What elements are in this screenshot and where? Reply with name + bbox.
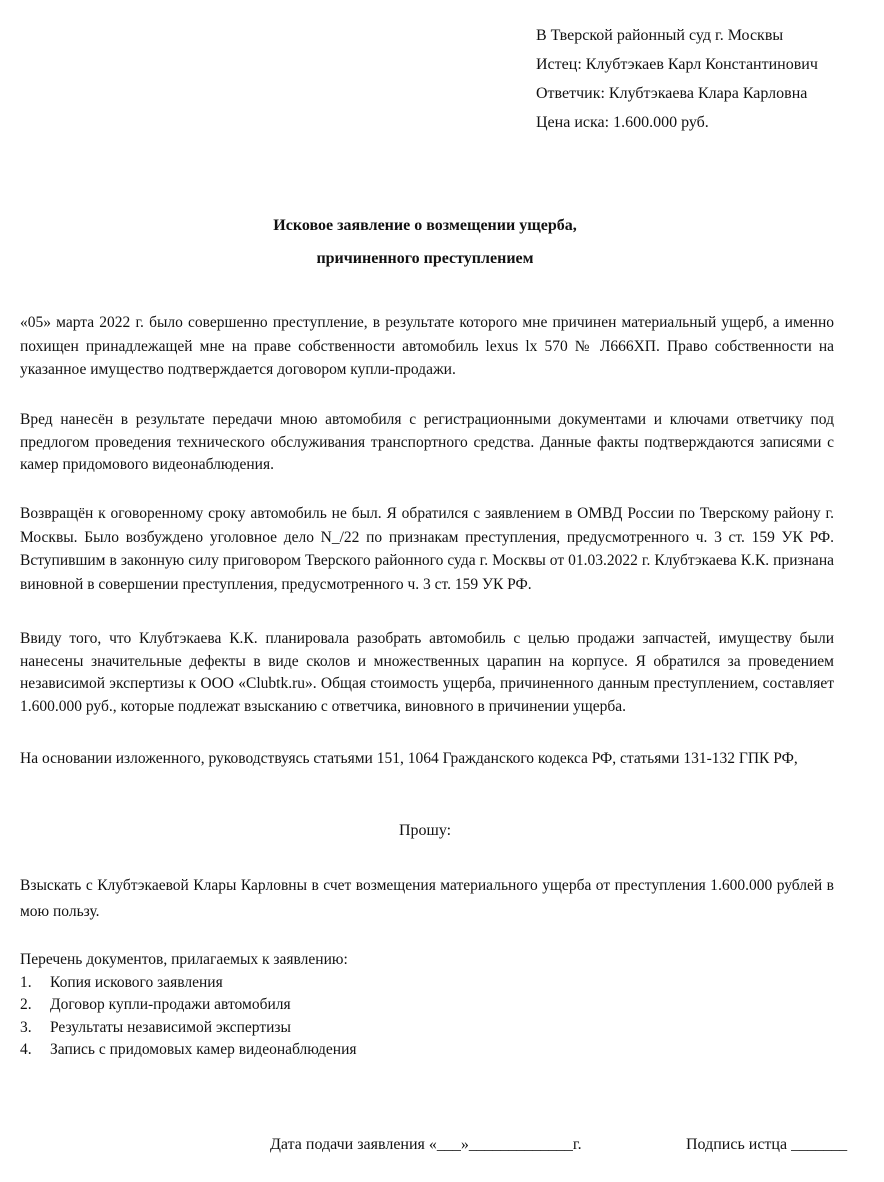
document-title-line-2: причиненного преступлением (316, 250, 534, 267)
list-item (20, 1017, 357, 1040)
defendant-line: Ответчик: Клубтэкаева Клара Карловна (536, 85, 808, 102)
list-item-number: 1. (20, 973, 32, 991)
list-item (20, 1039, 357, 1062)
claim-value-line: Цена иска: 1.600.000 руб. (536, 114, 709, 131)
paragraph-damage-assessment: Ввиду того, что Клубтэкаева К.К. планировала разобрать автомобиль с целью продажи запчастей, имуществу были нанесены значительные дефекты в виде сколов и множественных царапин на корпусе. Я обратился за проведением независимой экспертизы к ООО «Clubtk.ru». Общая стоимость ущерба, причиненного данным преступлением, составляет 1.600.000 руб., которые подлежат взысканию с ответчика, виновного в причинении ущерба. (20, 630, 834, 715)
plaintiff-line: Истец: Клубтэкаев Карл Константинович (536, 56, 818, 73)
list-item-number: 3. (20, 1018, 32, 1036)
request-text: Взыскать с Клубтэкаевой Клары Карловны в счет возмещения материального ущерба от преступления 1.600.000 рублей в мою пользу. (20, 877, 834, 920)
paragraph-legal-basis: На основании изложенного, руководствуясь статьями 151, 1064 Гражданского кодекса РФ, статьями 131-132 ГПК РФ, (20, 750, 798, 767)
signature-line: Подпись истца _______ (686, 1136, 848, 1153)
paragraph-criminal-case: Возвращён к оговоренному сроку автомобиль не был. Я обратился с заявлением в ОМВД России по Тверскому району г. Москвы. Было возбуждено уголовное дело N_/22 по признакам преступления, предусмотренного ч. 3 ст. 159 УК РФ. Вступившим в законную силу приговором Тверского районного суда г. Москвы от 01.03.2022 г. Клубтэкаева К.К. признана виновной в совершении преступления, предусмотренного ч. 3 ст. 159 УК РФ. (20, 505, 834, 593)
list-item-number: 4. (20, 1041, 32, 1058)
filing-date-line: Дата подачи заявления «___»_____________г. (270, 1136, 582, 1153)
document-title-line-1: Исковое заявление о возмещении ущерба, (273, 217, 577, 234)
list-item (20, 972, 357, 995)
paragraph-harm: Вред нанесён в результате передачи мною автомобиля с регистрационными документами и ключами ответчику под предлогом проведения технического обслуживания транспортного средства. Данные факты подтверждаются записями с камер придомового видеонаблюдения. (20, 411, 834, 473)
attachments-list (20, 949, 357, 1062)
list-item (20, 994, 357, 1017)
list-item-number: 2. (20, 996, 32, 1013)
request-heading: Прошу: (398, 822, 452, 839)
court-name: В Тверской районный суд г. Москвы (536, 27, 784, 44)
list-item-text: Договор купли-продажи автомобиля (50, 996, 291, 1013)
addressee-block (536, 21, 818, 137)
attachments-heading: Перечень документов, прилагаемых к заявлению: (20, 951, 348, 968)
list-item-text: Копия искового заявления (50, 973, 223, 991)
list-item-text: Результаты независимой экспертизы (50, 1018, 291, 1036)
paragraph-incident: «05» марта 2022 г. было совершенно преступление, в результате которого мне причинен материальный ущерб, а именно похищен принадлежащей мне на праве собственности автомобиль lexus lx 570 № Л666ХП. Право собственности на указанное имущество подтверждается договором купли-продажи. (20, 314, 834, 378)
list-item-text: Запись с придомовых камер видеонаблюдения (50, 1041, 357, 1058)
